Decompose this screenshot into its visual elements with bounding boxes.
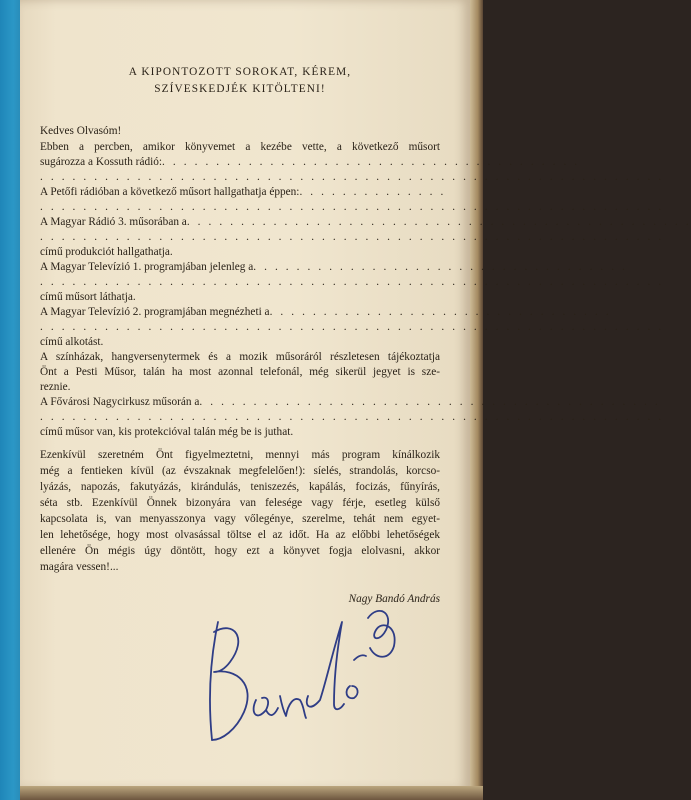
- closing-line-7: ellenére Ön mégis úgy döntött, hogy ezt a könyvet fogja elolvasni, akkor: [40, 545, 440, 557]
- fill-in-dots-row: [40, 200, 664, 214]
- page-bottom-edge: [20, 786, 483, 800]
- heading-line-1: A KIPONTOZOTT SOROKAT, KÉREM,: [128, 66, 352, 78]
- closing-line-8: magára vessen!...: [40, 561, 119, 573]
- greeting: Kedves Olvasóm!: [40, 125, 122, 137]
- fill-in-dots: . . . . . . . . . . . . . . . . . . . . . . . . . . . . . . . . . . . . . . . . . . . . . . . . . . . . . . . . . .: [40, 201, 664, 213]
- tv2-line: [40, 305, 611, 319]
- fill-in-dots-row: [40, 275, 664, 289]
- petofi-line: [40, 185, 446, 199]
- handwritten-autograph: [200, 600, 410, 750]
- closing-line-2: még a fentieken kívül (az évszaknak megfelelően!): síelés, strandolás, korcso-: [40, 465, 440, 477]
- radio3-label: A Magyar Rádió 3. műsorában a: [40, 216, 187, 228]
- kossuth-label: sugározza a Kossuth rádió:: [40, 156, 163, 168]
- fill-in-dots: . . . . . . . . . . . . . . . . . . . . . . . . . . . . . . . . . . . . . . . . . . . . . . . . . . . . . . . . . .: [40, 171, 664, 183]
- heading-line-2: SZÍVESKEDJÉK KITÖLTENI!: [154, 83, 326, 95]
- intro-line-1: Ebben a percben, amikor könyvemet a kezébe vette, a következő műsort: [40, 141, 440, 153]
- fill-in-dots: . . . . . . . . . . . . . . . . . . . . . . . . . . . . . . . . . . . . . . . . . . . . . . . . . . . . . . . . . .: [40, 276, 664, 288]
- tv2-label: A Magyar Televízió 2. programjában megnézheti a: [40, 306, 270, 318]
- fill-in-dots: . . . . . . . . . . . . . . . . . . . . . . . . . . . . . . . . . . . . . . . . . . . . . . .: [186, 216, 691, 228]
- theaters-line-3: reznie.: [40, 381, 71, 393]
- closing-line-5: kapcsolata is, van menyasszonya vagy vőlegénye, szerelme, tehát nem egyet-: [40, 513, 440, 525]
- petofi-label: A Petőfi rádióban a következő műsort hallgathatja éppen:: [40, 186, 300, 198]
- closing-line-1: Ezenkívül szeretném Önt figyelmeztetni, mennyi más program kínálkozik: [40, 449, 440, 461]
- closing-line-3: lyázás, napozás, fakutyázás, kirándulás, teniszezés, kapálás, focizás, fűnyírás,: [40, 481, 440, 493]
- author-signature: Nagy Bandó András: [348, 593, 440, 605]
- tv1-after: című műsort láthatja.: [40, 291, 136, 303]
- theaters-line-2: Önt a Pesti Műsor, talán ha most azonnal telefonál, még sikerül jegyet is sze-: [40, 366, 440, 378]
- fill-in-dots: . . . . . . . . . . . . . . . . . . . . . . . . . . . . . . . . . . . . . . . . . . . . . . . . . . . . . . . . . .: [40, 321, 664, 333]
- fill-in-dots-row: [40, 410, 664, 424]
- circus-after: című műsor van, kis protekcióval talán még be is juthat.: [40, 426, 294, 438]
- closing-line-4: séta stb. Ezenkívül Önnek bizonyára van felesége vagy férje, esetleg külső: [40, 497, 440, 509]
- fill-in-dots: . . . . . . . . . . . . . . . . . . . . . . . . . . . . . . . . . . . . . . . . . . .: [199, 396, 661, 408]
- fill-in-dots: . . . . . . . . . . . . . . . . . . . . . . . . . . . . . . . . . . . . . . . . . . . . . . . . . . . . . . . . . .: [40, 411, 664, 423]
- fill-in-dots-row: [40, 230, 664, 244]
- fill-in-dots: . . . . . . . . . . . . . . . . . . . . . . . . . . . . . . . .: [269, 306, 612, 318]
- radio3-line: [40, 215, 691, 229]
- tv1-line: [40, 260, 628, 274]
- tv2-after: című alkotást.: [40, 336, 104, 348]
- radio3-after: című produkciót hallgathatja.: [40, 246, 173, 258]
- closing-line-6: len lehetősége, hogy most olvasással töltse el az időt. Ha az előbbi lehetőségek: [40, 529, 440, 541]
- fill-in-dots: . . . . . . . . . . . . . . . . . . . . . . . . . . . . . . . . . . . . . . .: [162, 156, 580, 168]
- intro-line-2: [40, 155, 580, 169]
- fill-in-dots: . . . . . . . . . . . . . . . . . . . . . . . . . . . . . . . . . . .: [253, 261, 628, 273]
- theaters-line-1: A színházak, hangversenytermek és a mozik műsoráról részletesen tájékoztatja: [40, 351, 440, 363]
- page-heading: [40, 64, 440, 98]
- fill-in-dots-row: [40, 170, 664, 184]
- fill-in-dots: . . . . . . . . . . . . . .: [299, 186, 446, 198]
- tv1-label: A Magyar Televízió 1. programjában jelenleg a: [40, 261, 254, 273]
- book-cover-edge: [0, 0, 22, 800]
- fill-in-dots: . . . . . . . . . . . . . . . . . . . . . . . . . . . . . . . . . . . . . . . . . . . . . . . . . . . . . . . . . .: [40, 231, 664, 243]
- circus-line: [40, 395, 660, 409]
- fill-in-dots-row: [40, 320, 664, 334]
- circus-label: A Fővárosi Nagycirkusz műsorán a: [40, 396, 200, 408]
